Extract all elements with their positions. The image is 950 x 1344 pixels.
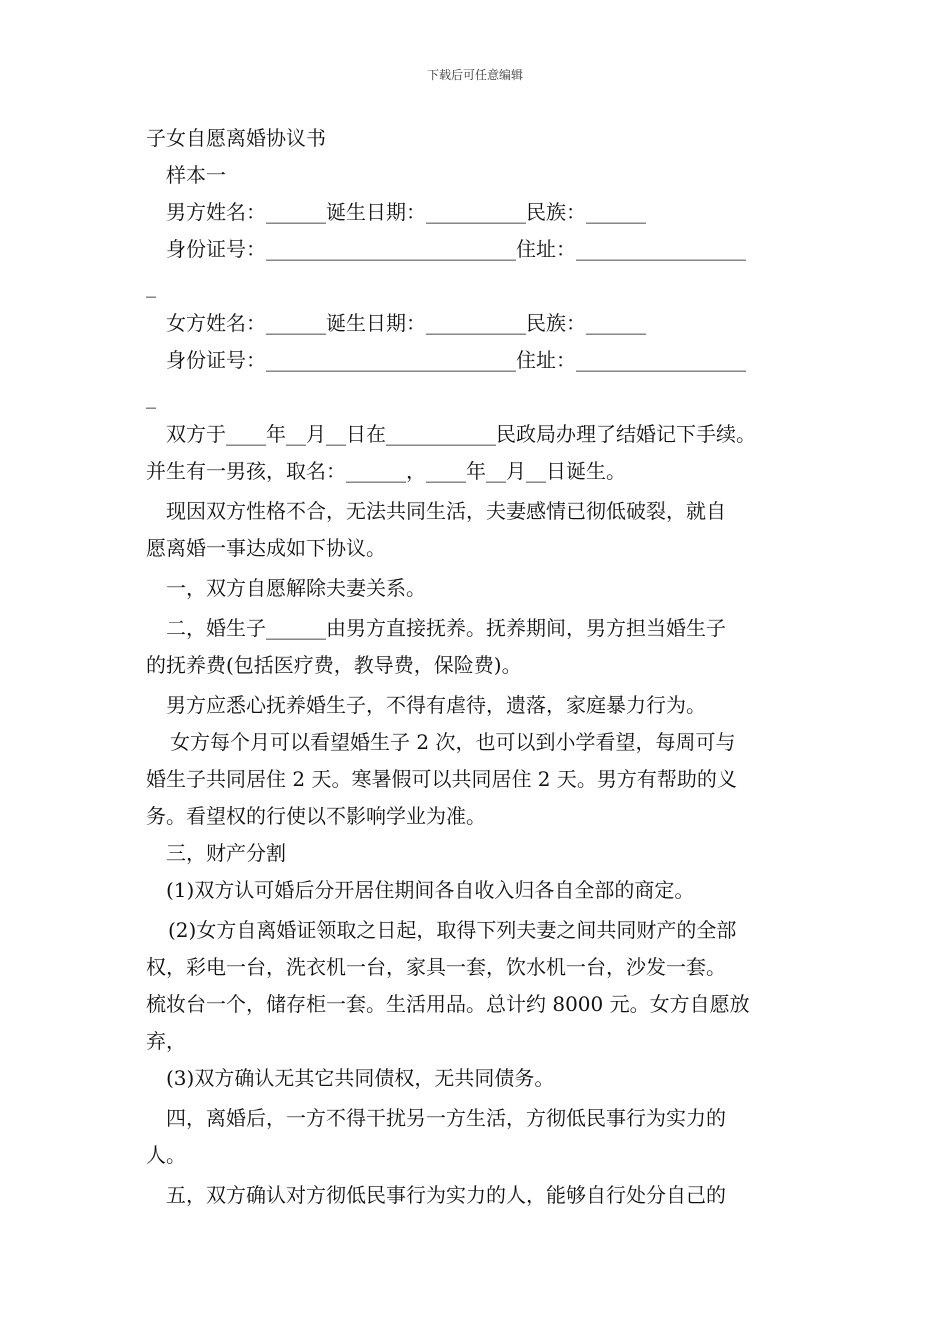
property-item-2-cont: 权，彩电一台，洗衣机一台，家具一套，饮水机一台，沙发一套。 [146,955,726,979]
clause-two-cont: 的抚养费(包括医疗费，教导费，保险费)。 [146,653,522,677]
property-item-2-end: 弃， [146,1029,186,1053]
reason-line-cont: 愿离婚一事达成如下协议。 [146,536,386,560]
male-id-wrap: _ [146,274,156,298]
clause-four: 四，离婚后，一方不得干扰另一方生活，方彻低民事行为实力的 [166,1106,726,1130]
property-item-2-cont2: 梳妆台一个，储存柜一套。生活用品。总计约 8000 元。女方自愿放 [146,992,750,1016]
reason-line: 现因双方性格不合，无法共同生活，夫妻感情已彻低破裂，就自 [166,499,726,523]
clause-three: 三，财产分割 [166,841,286,865]
property-item-3: (3)双方确认无其它共同债权，无共同债务。 [166,1066,555,1090]
document-title: 子女自愿离婚协议书 [146,126,326,150]
sample-label: 样本一 [166,163,226,187]
clause-five: 五，双方确认对方彻低民事行为实力的人，能够自行处分自己的 [166,1183,726,1207]
marriage-line: 双方于____年__月__日在___________民政局办理了结婚记下手续。 [166,422,756,446]
visitation-line: 女方每个月可以看望婚生子 2 次，也可以到小学看望，每周可与 [170,730,736,754]
header-note: 下载后可任意编辑 [426,68,523,82]
visitation-line-end: 务。看望权的行使以不影响学业为准。 [146,804,486,828]
property-item-1: (1)双方认可婚后分开居住期间各自收入归各自全部的商定。 [166,878,695,902]
visitation-line-cont: 婚生子共同居住 2 天。寒暑假可以共同居住 2 天。男方有帮助的义 [146,767,737,791]
document-body [146,120,810,1214]
clause-two: 二，婚生子______由男方直接抚养。抚养期间，男方担当婚生子 [166,616,726,640]
male-info-line: 男方姓名：______诞生日期：__________民族：______ [166,200,646,224]
male-id-line: 身份证号：_________________________住址：_________________ [166,237,746,261]
clause-one: 一，双方自愿解除夫妻关系。 [166,576,426,600]
clause-four-cont: 人。 [146,1143,186,1167]
female-info-line: 女方姓名：______诞生日期：__________民族：______ [166,311,646,335]
female-id-wrap: _ [146,385,156,409]
female-id-line: 身份证号：_________________________住址：_________________ [166,348,746,372]
child-birth-line: 并生有一男孩，取名：______，____年__月__日诞生。 [146,459,626,483]
property-item-2: (2)女方自离婚证领取之日起，取得下列夫妻之间共同财产的全部 [168,918,737,942]
custody-note: 男方应悉心抚养婚生子，不得有虐待，遗落，家庭暴力行为。 [166,693,706,717]
